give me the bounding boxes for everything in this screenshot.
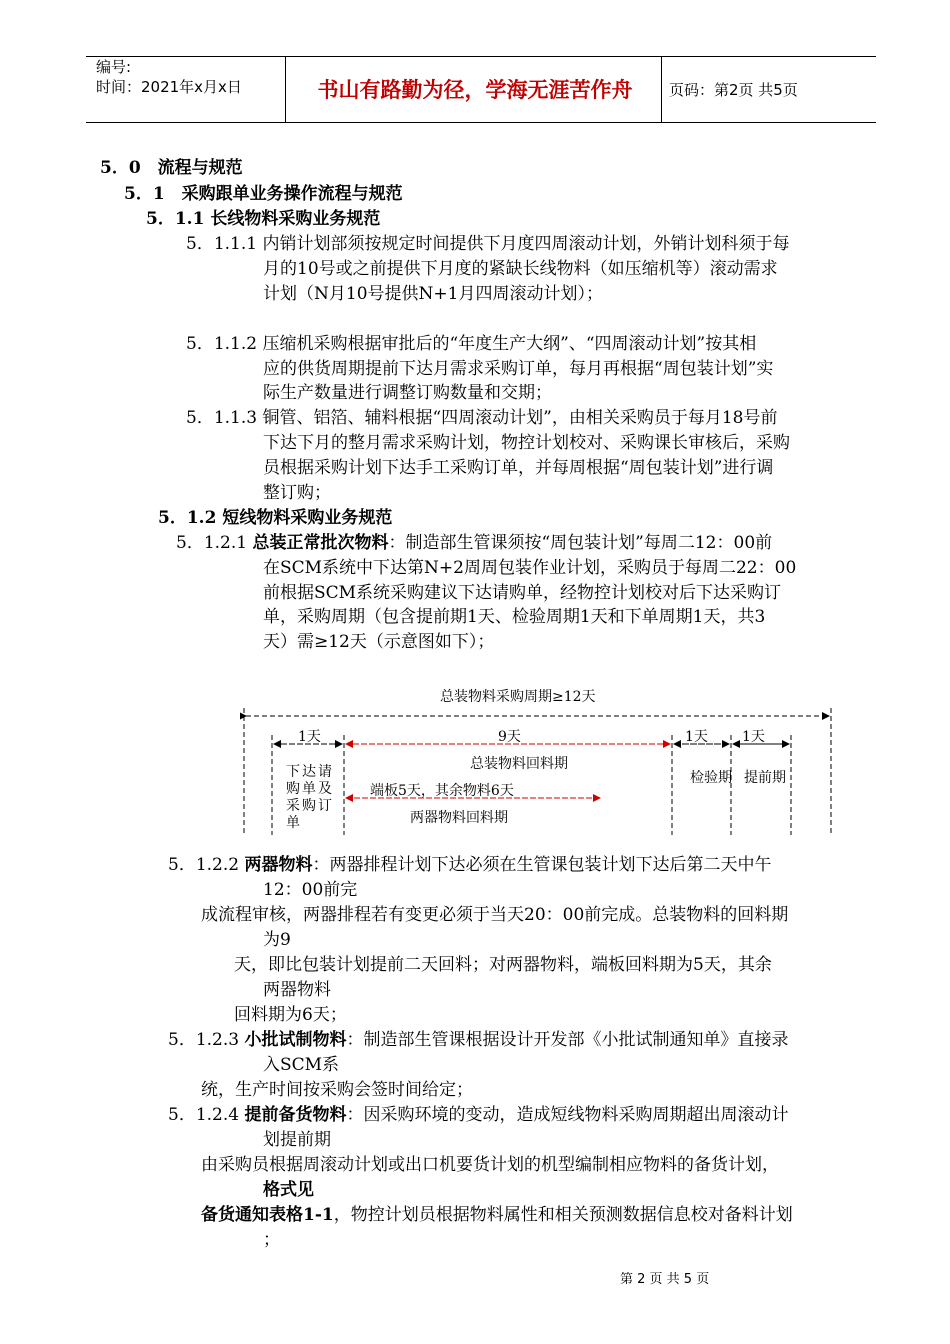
item-5-1-1-2-line: 际生产数量进行调整订购数量和交期； bbox=[263, 383, 552, 403]
item-5-1-2-2-line: 成流程审核，两器排程若有变更必须于当天20：00前完成。总装物料的回料期 bbox=[201, 905, 789, 925]
heading-5-1-2: 5．1.2 短线物料采购业务规范 bbox=[158, 508, 393, 528]
item-5-1-1-2-line: 5．1.1.2 压缩机采购根据审批后的“年度生产大纲”、“四周滚动计划”按其相 bbox=[186, 334, 757, 354]
page-footer: 第 2 页 共 5 页 bbox=[620, 1272, 710, 1287]
box1-text bbox=[286, 764, 334, 832]
header-divider-right bbox=[661, 56, 662, 122]
form-reference: 备货通知表格1-1 bbox=[201, 1205, 334, 1225]
seg4-desc: 提前期 bbox=[744, 770, 786, 786]
item-5-1-1-3-line: 下达下月的整月需求采购计划，物控计划校对、采购课长审核后，采购 bbox=[263, 433, 790, 453]
item-text: ，物控计划员根据物料属性和相关预测数据信息校对备料计划 bbox=[333, 1205, 793, 1225]
heading-5-1: 5．1 采购跟单业务操作流程与规范 bbox=[124, 184, 403, 204]
seg4-label: 1天 bbox=[742, 729, 765, 745]
item-5-1-1-2-line: 应的供货周期提前下达月需求采购订单，每月再根据“周包装计划”实 bbox=[263, 359, 774, 379]
item-5-1-1-1-line: 月的10号或之前提供下月度的紧缺长线物料（如压缩机等）滚动需求 bbox=[263, 259, 778, 279]
item-5-1-2-2-first-line bbox=[168, 853, 771, 877]
item-5-1-2-2-line: 为9 bbox=[263, 930, 291, 950]
header-bottom-rule bbox=[86, 122, 876, 123]
header-divider-left bbox=[285, 56, 286, 122]
item-5-1-2-4-line: 格式见 bbox=[263, 1180, 314, 1200]
item-5-1-1-1-line: 5．1.1.1 内销计划部须按规定时间提供下月度四周滚动计划，外销计划科须于每 bbox=[186, 234, 790, 254]
item-5-1-2-3-line: 入SCM系 bbox=[263, 1055, 340, 1075]
item-5-1-2-4-tail: ； bbox=[263, 1230, 280, 1250]
item-5-1-1-3-line: 整订购； bbox=[263, 483, 331, 503]
header-motto: 书山有路勤为径，学海无涯苦作舟 bbox=[317, 78, 633, 102]
item-title: 小批试制物料 bbox=[244, 1030, 347, 1050]
seg2-label: 9天 bbox=[498, 729, 521, 745]
item-5-1-2-4-line: 由采购员根据周滚动计划或出口机要货计划的机型编制相应物料的备货计划， bbox=[201, 1155, 779, 1175]
item-5-1-1-1-line: 计划（N月10号提供N+1月四周滚动计划）； bbox=[263, 284, 603, 304]
item-title: 提前备货物料 bbox=[244, 1105, 347, 1125]
sub-top-label: 端板5天，其余物料6天 bbox=[370, 783, 514, 799]
item-5-1-1-3-line: 员根据采购计划下达手工采购订单，并每周根据“周包装计划”进行调 bbox=[263, 458, 774, 478]
item-5-1-2-4-last-line bbox=[201, 1203, 793, 1227]
item-5-1-2-1-first-line bbox=[176, 531, 772, 555]
box1-line: 购单及 bbox=[286, 781, 334, 797]
box1-line: 下达请 bbox=[286, 764, 334, 780]
item-5-1-2-1-line: 天）需≥12天（示意图如下）； bbox=[263, 632, 495, 652]
item-prefix: 5．1.2.3 bbox=[168, 1030, 245, 1050]
diagram-title: 总装物料采购周期≥12天 bbox=[440, 689, 596, 705]
item-5-1-2-2-line: 12：00前完 bbox=[263, 880, 358, 900]
item-5-1-2-3-line: 统，生产时间按采购会签时间给定； bbox=[201, 1080, 473, 1100]
item-5-1-1-3-line: 5．1.1.3 铜管、铝箔、辅料根据“四周滚动计划”，由相关采购员于每月18号前 bbox=[186, 408, 778, 428]
box1-line: 单 bbox=[286, 815, 302, 831]
item-5-1-2-2-line: 两器物料 bbox=[263, 980, 331, 1000]
item-text: ：制造部生管课根据设计开发部《小批试制通知单》直接录 bbox=[346, 1030, 789, 1050]
item-prefix: 5．1.2.2 bbox=[168, 855, 245, 875]
item-5-1-2-2-line: 回料期为6天； bbox=[234, 1005, 347, 1025]
item-text: ：制造部生管课须按“周包装计划”每周二12：00前 bbox=[388, 533, 773, 553]
box1-line: 采购订 bbox=[286, 798, 334, 814]
item-5-1-2-1-line: 在SCM系统中下达第N+2周周包装作业计划，采购员于每周二22：00 bbox=[263, 558, 797, 578]
item-5-1-2-2-line: 天，即比包装计划提前二天回料；对两器物料，端板回料期为5天，其余 bbox=[234, 955, 772, 975]
item-text: ：因采购环境的变动，造成短线物料采购周期超出周滚动计 bbox=[346, 1105, 789, 1125]
item-text: ：两器排程计划下达必须在生管课包装计划下达后第二天中午 bbox=[312, 855, 772, 875]
heading-5-0: 5．0 流程与规范 bbox=[100, 158, 243, 178]
seg1-label: 1天 bbox=[298, 729, 321, 745]
item-prefix: 5．1.2.1 bbox=[176, 533, 253, 553]
seg2-desc: 总装物料回料期 bbox=[470, 756, 568, 772]
seg3-desc: 检验期 bbox=[690, 770, 732, 786]
item-title: 总装正常批次物料 bbox=[252, 533, 389, 553]
item-prefix: 5．1.2.4 bbox=[168, 1105, 245, 1125]
seg3-label: 1天 bbox=[685, 729, 708, 745]
item-5-1-2-4-first-line bbox=[168, 1103, 788, 1127]
item-5-1-2-1-line: 单，采购周期（包含提前期1天、检验周期1天和下单周期1天，共3 bbox=[263, 607, 766, 627]
heading-5-1-1: 5．1.1 长线物料采购业务规范 bbox=[146, 209, 381, 229]
item-5-1-2-1-line: 前根据SCM系统采购建议下达请购单，经物控计划校对后下达采购订 bbox=[263, 583, 782, 603]
item-5-1-2-3-first-line bbox=[168, 1028, 788, 1052]
item-title: 两器物料 bbox=[244, 855, 313, 875]
sub-bottom-label: 两器物料回料期 bbox=[410, 810, 508, 826]
header-number-label: 编号: bbox=[96, 58, 132, 76]
header-page-label: 页码：第2页 共5页 bbox=[669, 81, 798, 99]
header-time-label: 时间：2021年x月x日 bbox=[96, 78, 242, 96]
item-5-1-2-4-line: 划提前期 bbox=[263, 1130, 331, 1150]
header-top-rule bbox=[86, 56, 876, 57]
